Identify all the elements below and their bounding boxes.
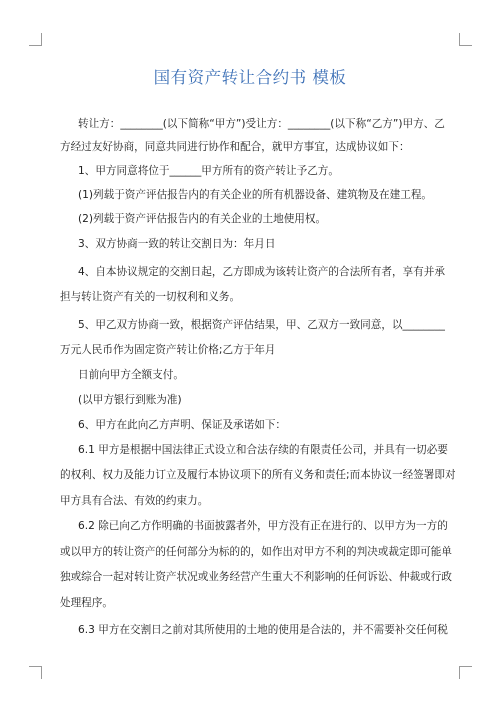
paragraph-line: 6、甲方在此向乙方声明、保证及承诺如下：: [78, 419, 287, 431]
paragraph-line: 6.2 除已向乙方作明确的书面披露者外，甲方没有正在进行的、以甲方为一方的: [78, 520, 448, 532]
paragraph-line: 4、自本协议规定的交割日起，乙方即成为该转让资产的合法所有者，享有并承: [78, 266, 445, 278]
paragraph-line: (1)列载于资产评估报告内的有关企业的所有机器设备、建筑物及在建工程。: [78, 189, 433, 201]
paragraph-line: 方经过友好协商，同意共同进行协作和配合，就甲方事宜，达成协议如下：: [60, 141, 410, 153]
paragraph-line: 转让方：________(以下简称“甲方”)受让方：________(以下称“乙方”)甲方、乙: [78, 118, 445, 130]
crop-mark-top-right: [459, 33, 472, 46]
crop-mark-top-left: [29, 33, 42, 46]
paragraph-line: 6.3 甲方在交割日之前对其所使用的土地的使用是合法的，并不需要补交任何税: [78, 624, 448, 636]
paragraph-line: 3、双方协商一致的转让交割日为：年月日: [78, 238, 276, 250]
paragraph-line: 万元人民币作为固定资产转让价格;乙方于年月: [60, 344, 276, 356]
document-title: 国有资产转让合约书 模板: [153, 68, 347, 87]
paragraph-line: 甲方具有合法、有效的约束力。: [60, 495, 209, 507]
crop-mark-bottom-left: [29, 666, 42, 679]
paragraph-line: (2)列载于资产评估报告内的有关企业的土地使用权。: [78, 213, 327, 225]
paragraph-line: 处理程序。: [60, 597, 113, 609]
paragraph-line: 1、甲方同意将位于______甲方所有的资产转让予乙方。: [78, 165, 339, 177]
paragraph-line: (以甲方银行到账为准): [78, 394, 182, 406]
paragraph-line: 5、甲乙双方协商一致，根据资产评估结果，甲、乙双方一致同意，以________: [78, 319, 445, 331]
paragraph-line: 或以甲方的转让资产的任何部分为标的的，如作出对甲方不利的判决或裁定即可能单: [60, 546, 452, 558]
paragraph-line: 担与转让资产有关的一切权利和义务。: [60, 291, 241, 303]
paragraph-line: 的权利、权力及能力订立及履行本协议项下的所有义务和责任;而本协议一经签署即对: [60, 469, 456, 481]
paragraph-line: 日前向甲方全额支付。: [78, 369, 184, 381]
crop-mark-bottom-right: [459, 666, 472, 679]
paragraph-line: 6.1 甲方是根据中国法律正式设立和合法存续的有限责任公司，并具有一切必要: [78, 444, 448, 456]
paragraph-line: 独或综合一起对转让资产状况或业务经营产生重大不利影响的任何诉讼、仲裁或行政: [60, 571, 452, 583]
